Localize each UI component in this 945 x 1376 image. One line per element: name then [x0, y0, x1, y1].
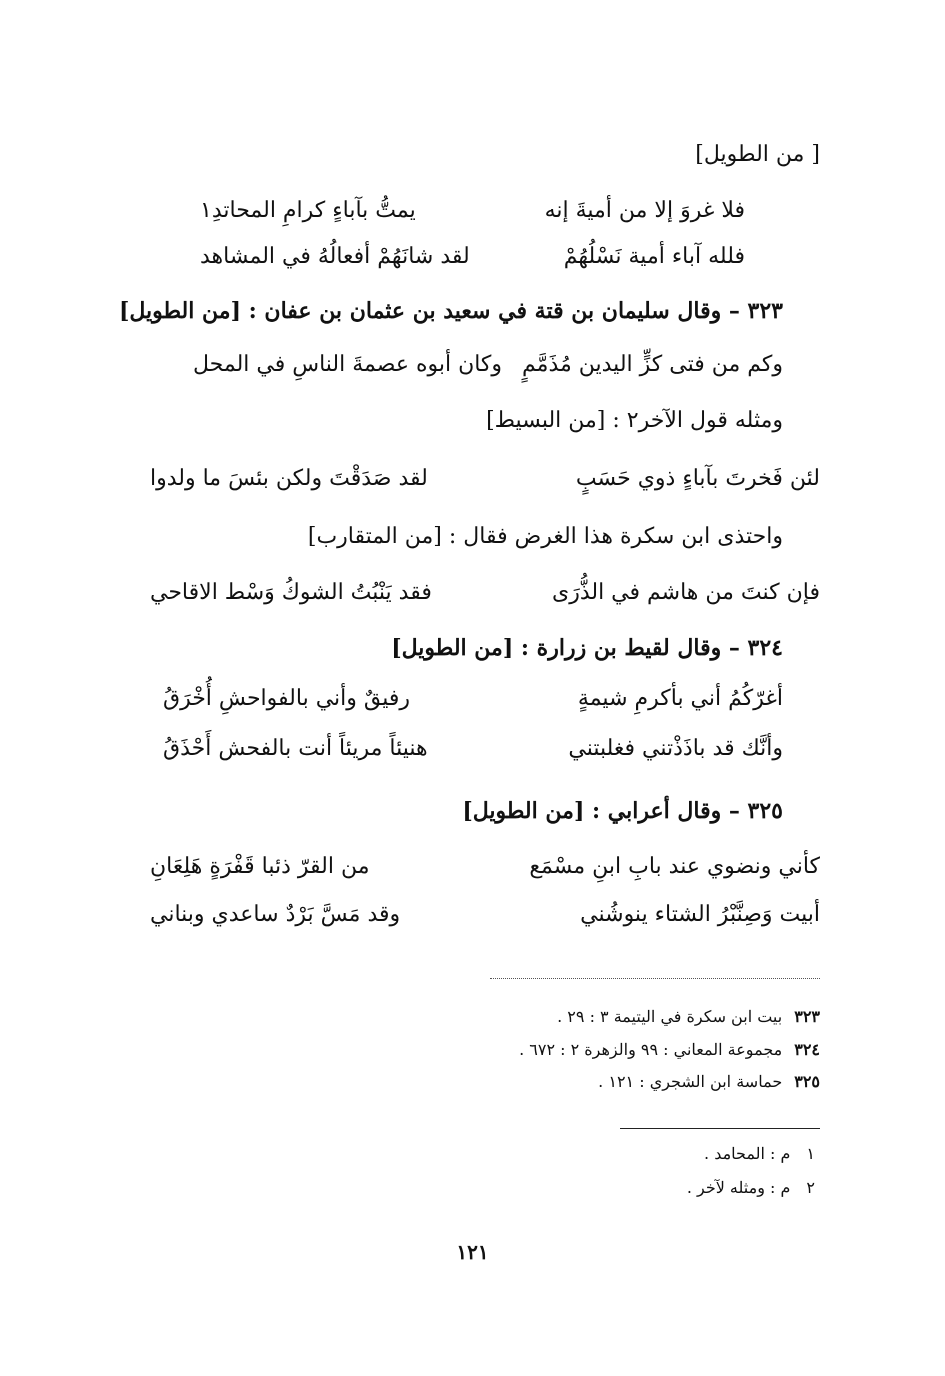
- note-text: حماسة ابن الشجري : ١٢١ .: [598, 1072, 783, 1091]
- verse-first-hemistich: فإن كنتَ من هاشم في الذُّرَى: [551, 580, 820, 605]
- note-number: ٣٢٣: [794, 1007, 820, 1026]
- verse-second-hemistich: وقد مَسَّ بَرْدٌ ساعدي وبناني: [150, 902, 401, 927]
- verse-first-hemistich: فلا غروَ إلا من أميةَ إنه: [544, 198, 745, 223]
- verse-line: [150, 578, 820, 608]
- footnote: [704, 1142, 815, 1166]
- verse-line: [150, 852, 820, 882]
- footnote-number: ١: [806, 1144, 815, 1163]
- verse-line: [163, 734, 783, 764]
- notes-divider: [490, 978, 820, 979]
- page-number: ١٢١: [456, 1240, 489, 1264]
- verse-line: [150, 900, 820, 930]
- verse-first-hemistich: وكم من فتى كزٍّ اليدين مُذَمَّمٍ: [522, 352, 783, 377]
- footnote-divider: [620, 1128, 820, 1129]
- footnote-text: م : ومثله لآخر .: [686, 1178, 791, 1197]
- footnote: [687, 1176, 815, 1200]
- verse-first-hemistich: وأنَّك قد باذَذْتني فغلبتني: [568, 736, 783, 761]
- verse-second-hemistich: من القرّ ذئبا قَفْرَةٍ هَلِعَانِ: [150, 854, 370, 879]
- verse-first-hemistich: أبيت وَصِنَّبْرُ الشتاء ينوشُني: [580, 902, 820, 927]
- footnote-number: ٢: [806, 1178, 815, 1197]
- source-note: [519, 1038, 820, 1062]
- note-text: مجموعة المعاني : ٩٩ والزهرة ٢ : ٦٧٢ .: [519, 1040, 783, 1059]
- verse-second-hemistich: رفيقٌ وأني بالفواحشِ أُخْرَقُ: [163, 686, 411, 711]
- verse-first-hemistich: كأني ونضوي عند بابِ ابنِ مسْمَع: [529, 854, 820, 879]
- verse-second-hemistich: هنيئاً مريئاً أنت بالفحش أَحْذَقُ: [163, 736, 428, 761]
- verse-line: [200, 196, 745, 226]
- verse-second-hemistich: وكان أبوه عصمةَ الناسِ في المحل: [193, 352, 503, 377]
- note-text: بيت ابن سكرة في اليتيمة ٣ : ٢٩ .: [557, 1007, 783, 1026]
- note-number: ٣٢٥: [794, 1072, 820, 1091]
- entry-heading-324: ٣٢٤ – وقال لقيط بن زرارة : [من الطويل]: [391, 635, 783, 661]
- source-note: [598, 1070, 820, 1094]
- verse-second-hemistich: يمتُّ بآباءٍ كرامِ المحاتدِ١: [200, 198, 416, 223]
- intro-line: واحتذى ابن سكرة هذا الغرض فقال : [من المتقارب]: [307, 524, 783, 549]
- verse-first-hemistich: أغرّكُمُ أني بأكرمِ شيمةٍ: [577, 686, 783, 711]
- verse-line: [200, 242, 745, 272]
- entry-heading-323: ٣٢٣ – وقال سليمان بن قتة في سعيد بن عثمان بن عفان : [من الطويل]: [118, 298, 783, 324]
- footnote-text: م : المحامد .: [704, 1144, 791, 1163]
- entry-heading-325: ٣٢٥ – وقال أعرابي : [من الطويل]: [462, 798, 783, 824]
- verse-line: [150, 464, 820, 494]
- verse-first-hemistich: فلله آباء أمية نَسْلُهُمْ: [563, 244, 745, 269]
- verse-second-hemistich: لقد صَدَقْتَ ولكن بئسَ ما ولدوا: [150, 466, 428, 491]
- verse-second-hemistich: فقد يَنْبُتُ الشوكُ وَسْط الاقاحي: [150, 580, 432, 605]
- meter-label: [ من الطويل]: [695, 142, 820, 167]
- source-note: [557, 1005, 820, 1029]
- verse-first-hemistich: لئن فَخرتَ بآباءٍ ذوي حَسَبٍ: [575, 466, 820, 491]
- note-number: ٣٢٤: [794, 1040, 820, 1059]
- verse-line: [163, 684, 783, 714]
- verse-line: [193, 350, 783, 380]
- intro-line: ومثله قول الآخر٢ : [من البسيط]: [486, 408, 783, 433]
- verse-second-hemistich: لقد شانَهُمْ أفعالُهُ في المشاهد: [200, 244, 470, 269]
